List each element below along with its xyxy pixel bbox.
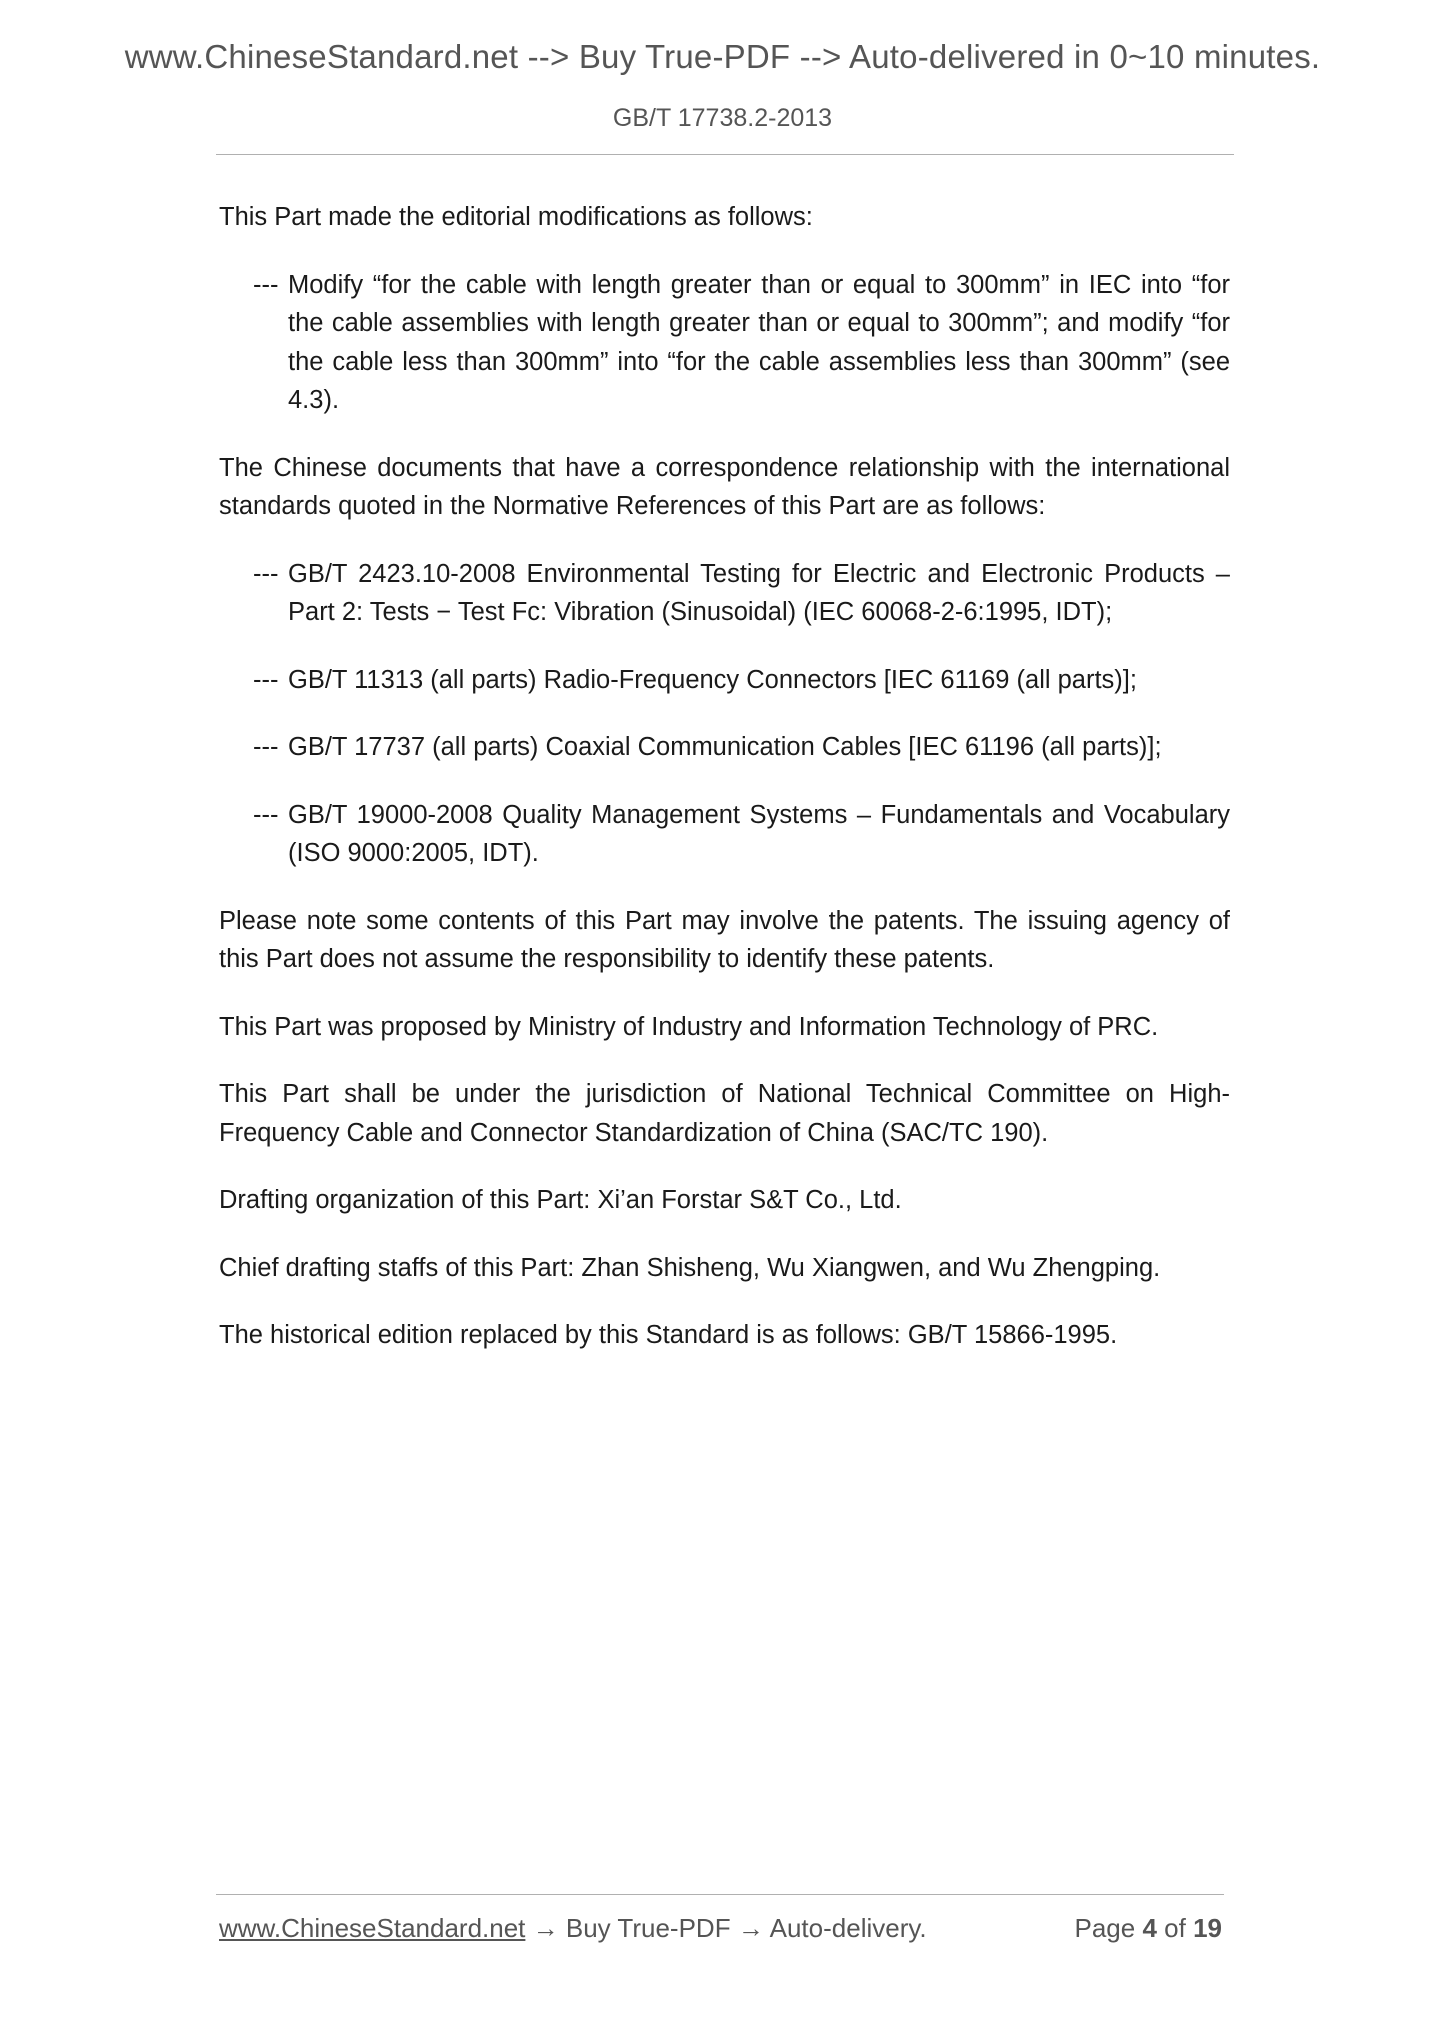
reference-text: GB/T 17737 (all parts) Coaxial Communication Cables [IEC 61196 (all parts)]; [288, 733, 1162, 761]
page-label: Page [1074, 1913, 1136, 1943]
modifications-intro: This Part made the editorial modifications as follows: [219, 203, 813, 231]
site-link[interactable]: www.ChineseStandard.net [219, 1913, 526, 1943]
footer-buy-text: Buy True-PDF [565, 1913, 731, 1943]
footer-divider [216, 1894, 1224, 1895]
reference-item [219, 796, 1230, 873]
list-dash: --- [253, 270, 279, 299]
reference-text: GB/T 2423.10-2008 Environmental Testing for Electric and Electronic Products – Part 2: Tests − Test Fc: Vibration (Sinusoidal) (IEC 60068-2-6:1995, IDT); [288, 559, 1230, 626]
reference-text: GB/T 11313 (all parts) Radio-Frequency Connectors [IEC 61169 (all parts)]; [288, 665, 1137, 694]
reference-item [219, 728, 1230, 767]
references-intro: The Chinese documents that have a correspondence relationship with the international standards quoted in the Normative References of this Part are as follows: [219, 453, 1230, 520]
reference-item [219, 555, 1230, 632]
footer-delivery-text: Auto-delivery. [769, 1913, 927, 1943]
arrow-right-icon: → [532, 1913, 559, 1943]
modification-item [219, 266, 1230, 420]
reference-item [219, 661, 1230, 700]
patent-note: Please note some contents of this Part may involve the patents. The issuing agency of this Part does not assume the responsibility to identify these patents. [219, 906, 1230, 973]
list-dash: --- [253, 559, 279, 588]
site-banner: www.ChineseStandard.net --> Buy True-PDF --> Auto-delivered in 0~10 minutes. [124, 38, 1321, 75]
reference-text: GB/T 19000-2008 Quality Management Systems – Fundamentals and Vocabulary (ISO 9000:2005, IDT). [288, 800, 1230, 867]
page-number: 4 [1142, 1913, 1157, 1943]
header-divider [216, 154, 1234, 155]
list-dash: --- [253, 733, 279, 761]
historical-edition: The historical edition replaced by this Standard is as follows: GB/T 15866-1995. [219, 1321, 1118, 1349]
modification-text: Modify “for the cable with length greater than or equal to 300mm” in IEC into “for the cable assemblies with length greater than or equal to 300mm”; and modify “for the cable less than 300mm” into “for the cable assemblies less than 300mm” (see 4.3). [288, 270, 1230, 414]
footer-promo [219, 1913, 927, 1944]
drafting-staff: Chief drafting staffs of this Part: Zhan Shisheng, Wu Xiangwen, and Wu Zhengping. [219, 1253, 1161, 1282]
of-label: of [1164, 1913, 1186, 1943]
document-body [219, 198, 1230, 1384]
document-code: GB/T 17738.2-2013 [612, 104, 833, 132]
proposed-by: This Part was proposed by Ministry of Industry and Information Technology of PRC. [219, 1012, 1159, 1041]
list-dash: --- [253, 800, 279, 829]
list-dash: --- [253, 665, 279, 694]
page-footer [219, 1913, 1222, 1953]
page-indicator [1074, 1913, 1222, 1944]
page-total: 19 [1193, 1913, 1222, 1943]
drafting-organization: Drafting organization of this Part: Xi’an Forstar S&T Co., Ltd. [219, 1186, 902, 1214]
jurisdiction: This Part shall be under the jurisdiction of National Technical Committee on High-Frequency Cable and Connector Standardization of China (SAC/TC 190). [219, 1080, 1230, 1147]
arrow-right-icon: → [737, 1913, 764, 1943]
